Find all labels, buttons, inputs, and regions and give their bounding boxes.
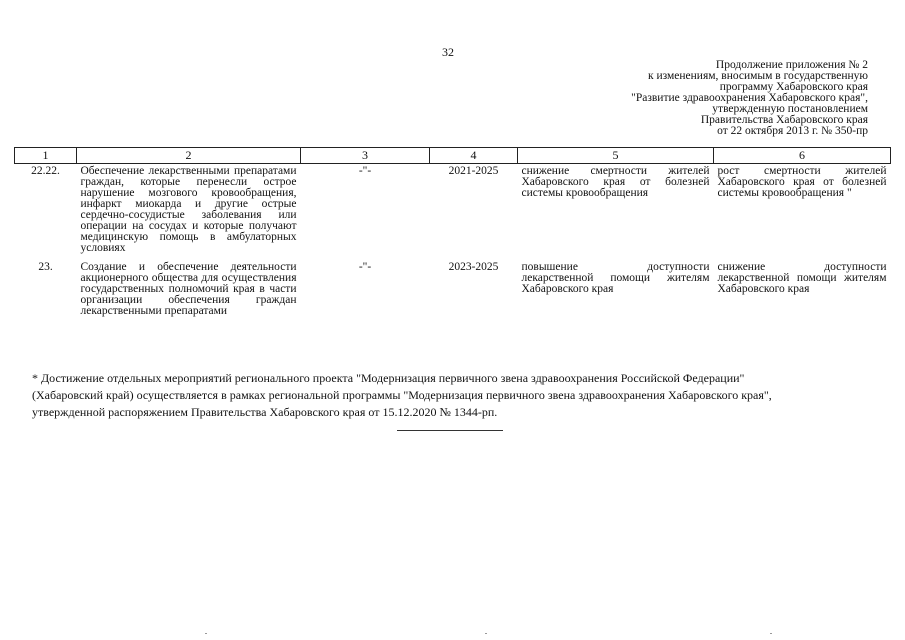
expected-result: снижение смертности жителей Хабаровского края от болезней системы кровообращения	[521, 165, 710, 199]
closing-rule	[397, 430, 503, 431]
column-header: 3	[301, 148, 430, 164]
measure-name: Обеспечение лекарственными препаратами граждан, которые перенесли острое нарушение мозгового кровообращения, инфаркт миокарда и другие острые сердечно-сосудистые заболевания или операции на сосудах и которые получают медицинскую помощь в амбулаторных условиях	[80, 165, 297, 254]
page-number: 32	[442, 45, 454, 59]
column-header: 2	[77, 148, 301, 164]
table-row	[15, 164, 891, 261]
footnote	[32, 370, 852, 421]
table-row	[15, 260, 891, 323]
non-fulfilment-consequence: рост смертности жителей Хабаровского края от болезней системы кровообращения "	[717, 165, 887, 199]
header-line: утвержденную постановлением	[712, 103, 868, 115]
header-line: от 22 октября 2013 г. № 350-пр	[717, 125, 868, 137]
measures-table-frame	[14, 147, 890, 323]
column-header: 1	[15, 148, 77, 164]
header-line: "Развитие здравоохранения Хабаровского края",	[631, 92, 868, 104]
column-header: 4	[430, 148, 518, 164]
scan-speck	[205, 633, 207, 634]
measures-table	[14, 147, 891, 323]
measure-name: Создание и обеспечение деятельности акционерного общества для осуществления государственных полномочий края в части организации обеспечения граждан лекарственными препаратами	[80, 261, 297, 317]
table-header-row	[15, 148, 891, 164]
header-line: Правительства Хабаровского края	[700, 114, 868, 126]
row-number: 22.22.	[31, 165, 60, 177]
scan-speck	[485, 633, 487, 634]
column-header: 6	[714, 148, 891, 164]
header-line: Продолжение приложения № 2	[715, 59, 868, 71]
appendix-header	[548, 60, 868, 137]
expected-result: повышение доступности лекарственной помощи жителям Хабаровского края	[521, 261, 710, 295]
executor: -"-	[358, 165, 372, 177]
period: 2021-2025	[448, 165, 499, 177]
scan-speck	[770, 633, 772, 634]
footnote-line: утвержденной распоряжением Правительства Хабаровского края от 15.12.2020 № 1344-рп.	[32, 405, 498, 419]
non-fulfilment-consequence: снижение доступности лекарственной помощи жителям Хабаровского края	[717, 261, 887, 295]
period: 2023-2025	[448, 261, 499, 273]
row-number: 23.	[38, 261, 53, 273]
executor: -"-	[358, 261, 372, 273]
header-line: к изменениям, вносимым в государственную	[648, 70, 868, 82]
column-header: 5	[518, 148, 714, 164]
header-line: программу Хабаровского края	[719, 81, 868, 93]
footnote-line: (Хабаровский край) осуществляется в рамках региональной программы "Модернизация первичного звена здравоохранения Хабаровского края",	[32, 388, 772, 402]
footnote-line: * Достижение отдельных мероприятий регионального проекта "Модернизация первичного звена здравоохранения Российской Федерации"	[32, 371, 745, 385]
